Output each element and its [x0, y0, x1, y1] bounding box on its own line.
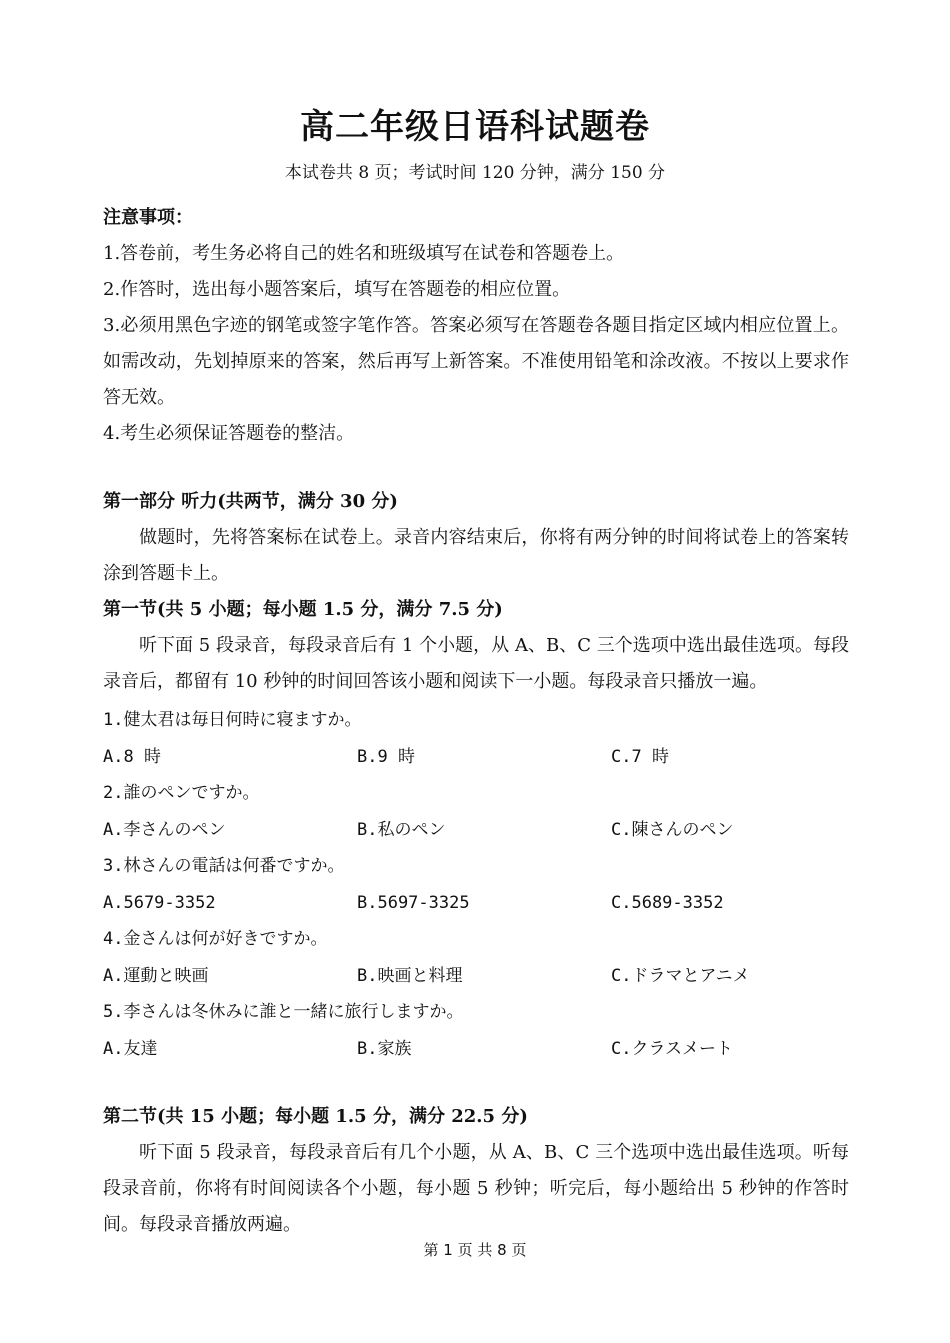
question-1-options — [103, 739, 849, 776]
question-2-options — [103, 812, 849, 849]
section1-instruction: 听下面 5 段录音，每段录音后有 1 个小题，从 A、B、C 三个选项中选出最佳选项。每段录音后，都留有 10 秒钟的时间回答该小题和阅读下一小题。每段录音只播放一遍。 — [103, 635, 849, 692]
notice-item-2: 2.作答时，选出每小题答案后，填写在答题卷的相应位置。 — [103, 279, 571, 300]
option-a: A.友達 — [103, 1038, 158, 1059]
question-5: 5.李さんは冬休みに誰と一緒に旅行しますか。 — [103, 1002, 464, 1022]
notice-item-1: 1.答卷前，考生务必将自己的姓名和班级填写在试卷和答题卷上。 — [103, 243, 625, 264]
option-b: B.9 時 — [357, 746, 415, 767]
spacer — [103, 1067, 849, 1099]
exam-content — [103, 200, 849, 1243]
part1-instruction: 做题时，先将答案标在试卷上。录音内容结束后，你将有两分钟的时间将试卷上的答案转涂到答题卡上。 — [103, 527, 849, 584]
exam-info: 本试卷共 8 页；考试时间 120 分钟，满分 150 分 — [284, 163, 666, 183]
option-b: B.家族 — [357, 1038, 412, 1059]
question-3-options — [103, 885, 849, 922]
option-c: C.ドラマとアニメ — [611, 965, 750, 986]
question-3: 3.林さんの電話は何番ですか。 — [103, 856, 345, 876]
question-4-options — [103, 958, 849, 995]
option-a: A.李さんのペン — [103, 819, 226, 840]
question-4: 4.金さんは何が好きですか。 — [103, 929, 328, 949]
section2-heading: 第二节(共 15 小题；每小题 1.5 分，满分 22.5 分) — [103, 1106, 528, 1127]
option-a: A.5679-3352 — [103, 892, 216, 913]
part1-heading: 第一部分 听力(共两节，满分 30 分) — [103, 491, 398, 512]
question-5-options — [103, 1031, 849, 1068]
option-c: C.5689-3352 — [611, 892, 724, 913]
notice-item-4: 4.考生必须保证答题卷的整洁。 — [103, 423, 355, 444]
question-1: 1.健太君は毎日何時に寝ますか。 — [103, 710, 362, 730]
option-a: A.8 時 — [103, 746, 161, 767]
spacer — [103, 452, 849, 484]
section2-instruction: 听下面 5 段录音，每段录音后有几个小题，从 A、B、C 三个选项中选出最佳选项。听每段录音前，你将有时间阅读各个小题，每小题 5 秒钟；听完后，每小题给出 5 秒钟的作答时间。每段录音播放两遍。 — [103, 1142, 849, 1235]
option-a: A.運動と映画 — [103, 965, 209, 986]
notice-heading: 注意事项： — [103, 207, 193, 228]
option-b: B.映画と料理 — [357, 965, 463, 986]
question-list — [103, 702, 849, 1067]
option-c: C.陳さんのペン — [611, 819, 734, 840]
notice-item-3: 3.必须用黑色字迹的钢笔或签字笔作答。答案必须写在答题卷各题目指定区域内相应位置上。如需改动，先划掉原来的答案，然后再写上新答案。不准使用铅笔和涂改液。不按以上要求作答无效。 — [103, 315, 849, 408]
option-c: C.7 時 — [611, 746, 669, 767]
option-b: B.5697-3325 — [357, 892, 470, 913]
page-title: 高二年级日语科试题卷 — [300, 107, 650, 147]
question-2: 2.誰のペンですか。 — [103, 783, 260, 803]
option-c: C.クラスメート — [611, 1038, 733, 1059]
option-b: B.私のペン — [357, 819, 446, 840]
page-number: 第 1 页 共 8 页 — [423, 1241, 527, 1259]
section1-heading: 第一节(共 5 小题；每小题 1.5 分，满分 7.5 分) — [103, 599, 503, 620]
